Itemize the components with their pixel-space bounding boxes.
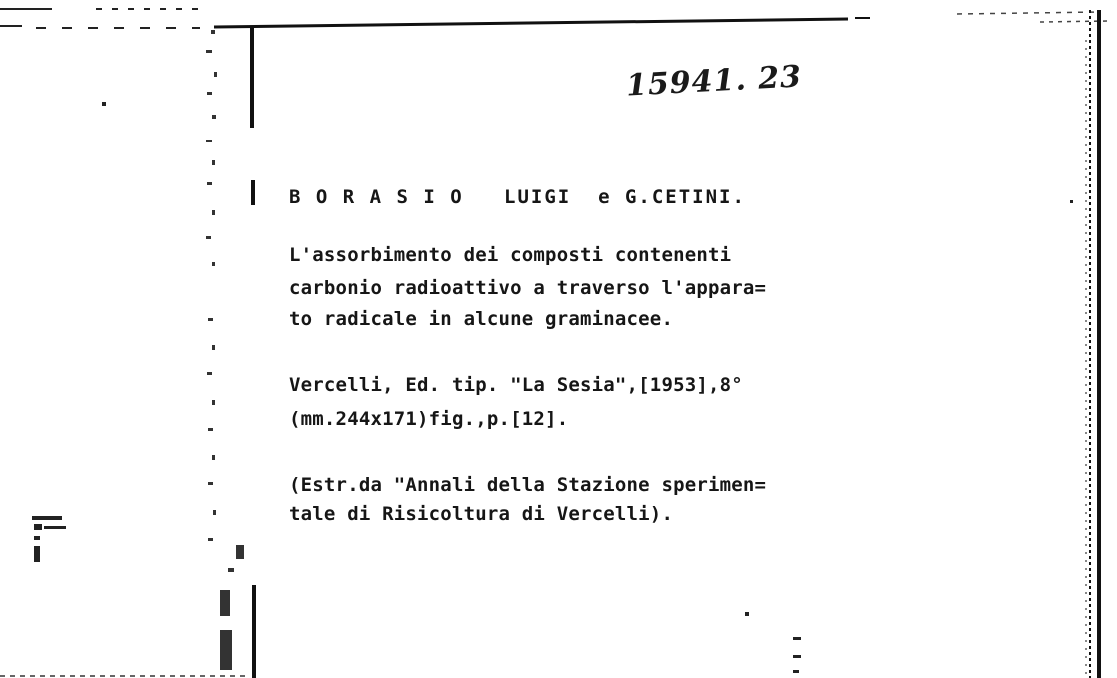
card-left-border: [252, 28, 254, 678]
scattered-specks: [745, 200, 1073, 673]
catalog-number: 15941. 23: [625, 59, 803, 104]
title-line-2: carbonio radioattivo a traverso l'appara=: [289, 277, 767, 299]
card-right-border: [1086, 10, 1099, 678]
imprint-line-1: Vercelli, Ed. tip. "La Sesia",[1953],8°: [289, 374, 743, 396]
far-left-marks: [32, 102, 106, 562]
imprint-line-2: (mm.244x171)fig.,p.[12].: [289, 408, 569, 430]
left-margin-speckles: [206, 30, 244, 670]
title-line-3: to radicale in alcune graminacee.: [289, 308, 674, 330]
top-left-dashes: [0, 9, 200, 28]
note-line-2: tale di Risicoltura di Vercelli).: [289, 503, 674, 525]
note-line-1: (Estr.da "Annali della Stazione sperimen=: [289, 474, 767, 496]
top-right-dashes: [957, 12, 1110, 22]
author-line: B O R A S I O LUIGI e G.CETINI.: [289, 186, 746, 208]
card-top-border: [214, 18, 870, 27]
title-line-1: L'assorbimento dei composti contenenti: [289, 244, 732, 266]
